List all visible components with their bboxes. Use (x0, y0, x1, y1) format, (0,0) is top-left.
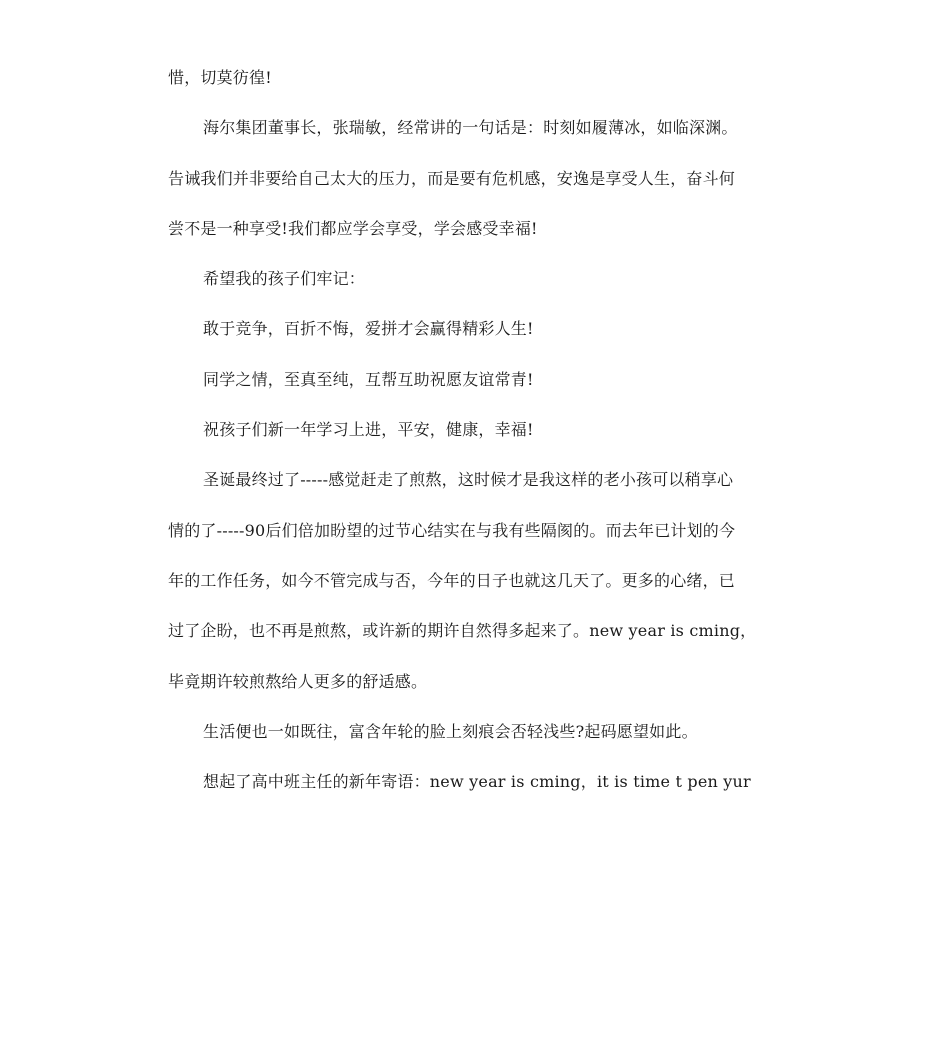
paragraph-start: 祝孩子们新一年学习上进，平安，健康，幸福! (203, 420, 534, 439)
text-line: 年的工作任务，如今不管完成与否，今年的日子也就这几天了。更多的心绪，已 (168, 571, 736, 590)
paragraph-start: 生活便也一如既往，富含年轮的脸上刻痕会否轻浅些?起码愿望如此。 (203, 722, 698, 741)
text-line: 尝不是一种享受!我们都应学会享受，学会感受幸福! (168, 219, 538, 238)
text-line: 毕竟期许较煎熬给人更多的舒适感。 (168, 672, 428, 691)
paragraph-start: 希望我的孩子们牢记： (203, 269, 366, 288)
paragraph-start: 圣诞最终过了-----感觉赶走了煎熬，这时候才是我这样的老小孩可以稍享心 (203, 470, 734, 489)
text-line: 过了企盼，也不再是煎熬，或许新的期许自然得多起来了。new year is cming， (168, 621, 757, 640)
paragraph-start: 敢于竞争，百折不悔，爱拼才会赢得精彩人生! (203, 319, 534, 338)
text-line: 惜，切莫彷徨! (168, 68, 272, 87)
text-line: 情的了-----90后们倍加盼望的过节心结实在与我有些隔阂的。而去年已计划的今 (168, 521, 736, 540)
paragraph-start: 海尔集团董事长，张瑞敏，经常讲的一句话是：时刻如履薄冰，如临深渊。 (203, 118, 738, 137)
paragraph-start: 想起了高中班主任的新年寄语：new year is cming，it is time t pen yur (203, 772, 751, 791)
text-line: 告诫我们并非要给自己太大的压力，而是要有危机感，安逸是享受人生，奋斗何 (168, 169, 736, 188)
paragraph-start: 同学之情，至真至纯，互帮互助祝愿友谊常青! (203, 370, 534, 389)
